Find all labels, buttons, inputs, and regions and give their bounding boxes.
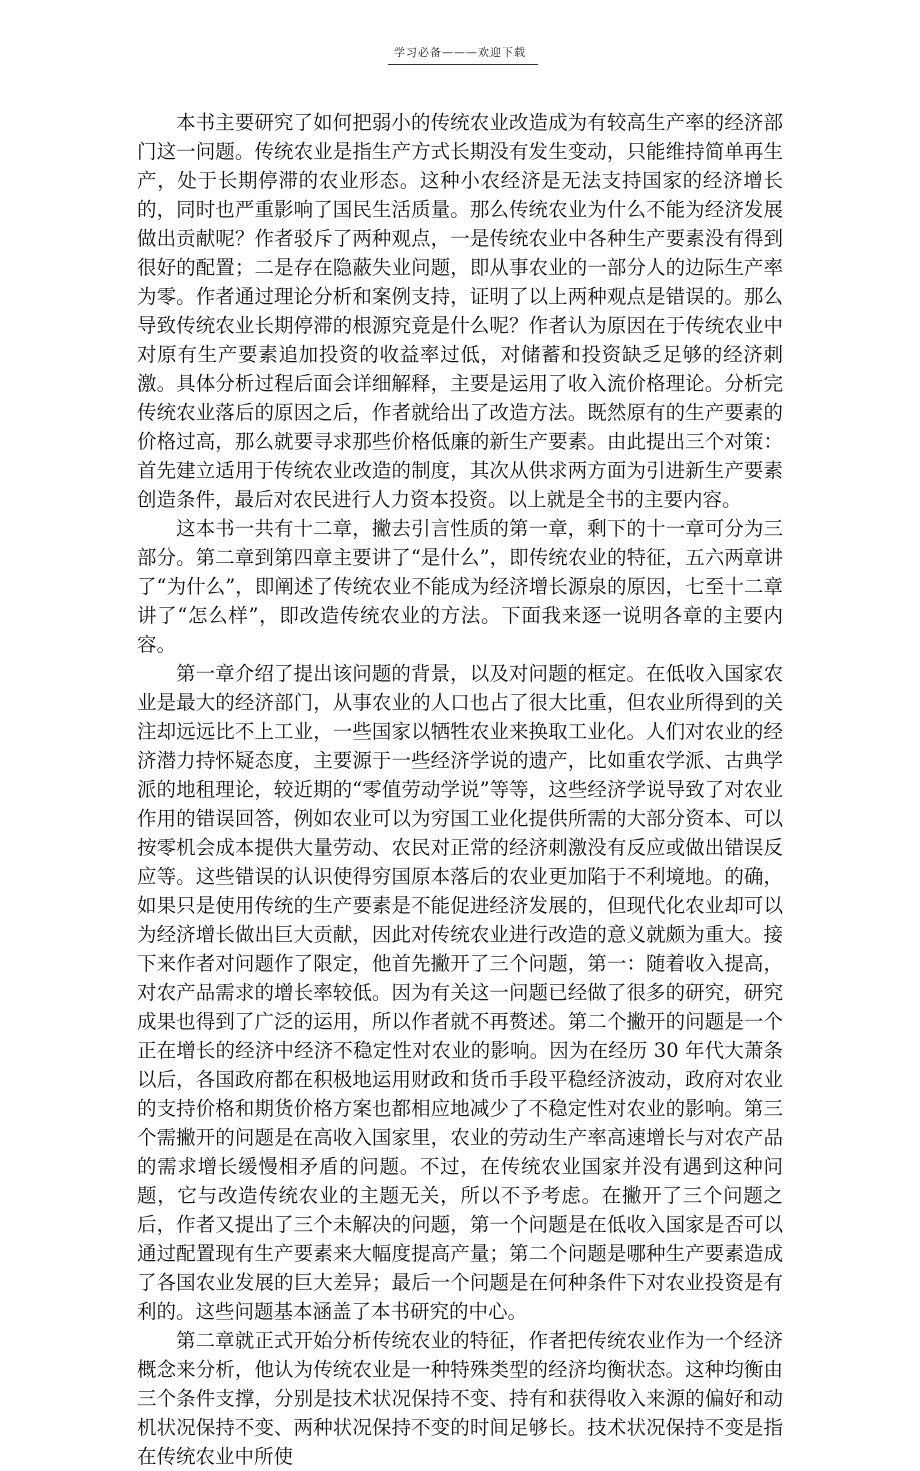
paragraph-4: 第二章就正式开始分析传统农业的特征，作者把传统农业作为一个经济概念来分析，他认为传统农业是一种特殊类型的经济均衡状态。这种均衡由三个条件支撑，分别是技术状况保持不变、持有和获得收入来源的偏好和动机状况保持不变、两种状况保持不变的时间足够长。技术状况保持不变是指在传统农业中所使 <box>137 1329 783 1468</box>
header-divider <box>388 64 538 65</box>
page-header: 学习必备———欢迎下载 <box>394 46 526 59</box>
paragraph-3: 第一章介绍了提出该问题的背景，以及对问题的框定。在低收入国家农业是最大的经济部门，从事农业的人口也占了很大比重，但农业所得到的关注却远远比不上工业，一些国家以牺牲农业来换取工业化。人们对农业的经济潜力持怀疑态度，主要源于一些经济学说的遗产，比如重农学派、古典学派的地租理论，较近期的“零值劳动学说”等等，这些经济学说导致了对农业作用的错误回答，例如农业可以为穷国工业化提供所需的大部分资本、可以按零机会成本提供大量劳动、农民对正常的经济刺激没有反应或做出错误反应等。这些错误的认识使得穷国原本落后的农业更加陷于不利境地。的确，如果只是使用传统的生产要素是不能促进经济发展的，但现代化农业却可以为经济增长做出巨大贡献，因此对传统农业进行改造的意义就颇为重大。接下来作者对问题作了限定，他首先撇开了三个问题，第一：随着收入提高，对农产品需求的增长率较低。因为有关这一问题已经做了很多的研究，研究成果也得到了广泛的运用，所以作者就不再赘述。第二个撇开的问题是一个正在增长的经济中经济不稳定性对农业的影响。因为在经历 30 年代大萧条以后，各国政府都在积极地运用财政和货币手段平稳经济波动，政府对农业的支持价格和期货价格方案也都相应地减少了不稳定性对农业的影响。第三个需撇开的问题是在高收入国家里，农业的劳动生产率高速增长与对农产品的需求增长缓慢相矛盾的问题。不过，在传统农业国家并没有遇到这种问题，它与改造传统农业的主题无关，所以不予考虑。在撇开了三个问题之后，作者又提出了三个未解决的问题，第一个问题是在低收入国家是否可以通过配置现有生产要素来大幅度提高产量；第二个问题是哪种生产要素造成了各国农业发展的巨大差异；最后一个问题是在何种条件下对农业投资是有利的。这些问题基本涵盖了本书研究的中心。 <box>137 662 783 1323</box>
document-body <box>137 108 783 1471</box>
paragraph-1: 本书主要研究了如何把弱小的传统农业改造成为有较高生产率的经济部门这一问题。传统农业是指生产方式长期没有发生变动，只能维持简单再生产，处于长期停滞的农业形态。这种小农经济是无法支持国家的经济增长的，同时也严重影响了国民生活质量。那么传统农业为什么不能为经济发展做出贡献呢？作者驳斥了两种观点，一是传统农业中各种生产要素没有得到很好的配置；二是存在隐蔽失业问题，即从事农业的一部分人的边际生产率为零。作者通过理论分析和案例支持，证明了以上两种观点是错误的。那么导致传统农业长期停滞的根源究竟是什么呢？作者认为原因在于传统农业中对原有生产要素追加投资的收益率过低，对储蓄和投资缺乏足够的经济刺激。具体分析过程后面会详细解释，主要是运用了收入流价格理论。分析完传统农业落后的原因之后，作者就给出了改造方法。既然原有的生产要素的价格过高，那么就要寻求那些价格低廉的新生产要素。由此提出三个对策：首先建立适用于传统农业改造的制度，其次从供求两方面为引进新生产要素创造条件，最后对农民进行人力资本投资。以上就是全书的主要内容。 <box>137 111 783 511</box>
paragraph-2: 这本书一共有十二章，撇去引言性质的第一章，剩下的十一章可分为三部分。第二章到第四章主要讲了“是什么”，即传统农业的特征，五六两章讲了“为什么”，即阐述了传统农业不能成为经济增长源泉的原因，七至十二章讲了“怎么样”，即改造传统农业的方法。下面我来逐一说明各章的主要内容。 <box>137 517 783 656</box>
